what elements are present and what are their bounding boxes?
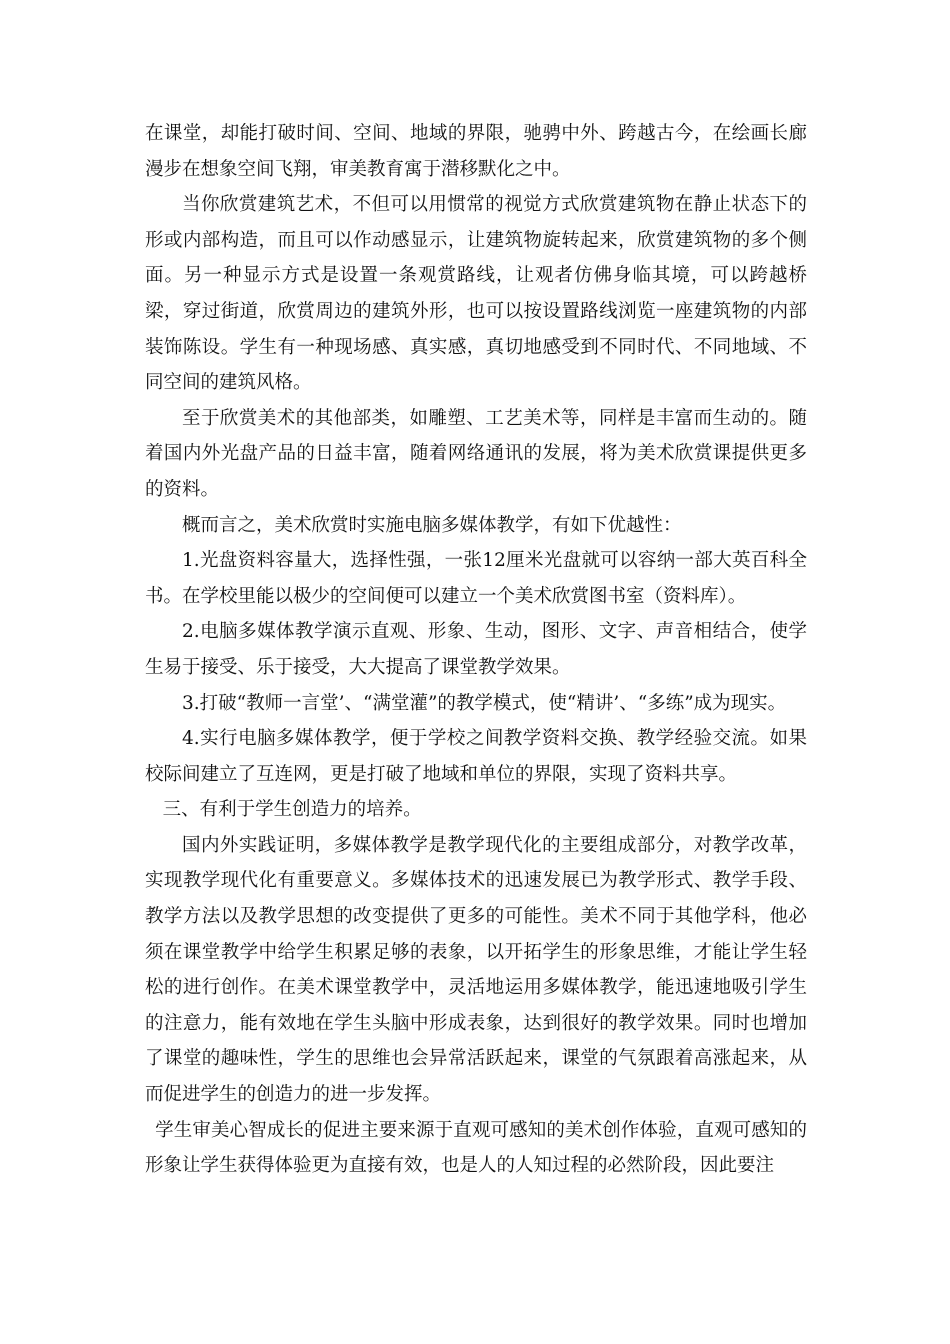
paragraph-architecture: 当你欣赏建筑艺术，不但可以用惯常的视觉方式欣赏建筑物在静止状态下的形或内部构造，而且可以作动感显示，让建筑物旋转起来，欣赏建筑物的多个侧面。另一种显示方式是设置一条观赏路线，让观者仿佛身临其境，可以跨越桥梁，穿过街道，欣赏周边的建筑外形，也可以按设置路线浏览一座建筑物的内部装饰陈设。学生有一种现场感、真实感，真切地感受到不同时代、不同地域、不同空间的建筑风格。 [145, 194, 807, 394]
paragraph-summary: 概而言之，美术欣赏时实施电脑多媒体教学，有如下优越性： [182, 514, 682, 536]
paragraph-aesthetic-growth: 学生审美心智成长的促进主要来源于直观可感知的美术创作体验，直观可感知的形象让学生获得体验更为直接有效，也是人的人知过程的必然阶段，因此要注 [145, 1119, 807, 1177]
section-heading-3: 三、有利于学生创造力的培养。 [162, 799, 422, 821]
document-body [145, 116, 807, 1184]
paragraph-creativity: 国内外实践证明，多媒体教学是教学现代化的主要组成部分，对教学改革，实现教学现代化有重要意义。多媒体技术的迅速发展已为教学形式、教学手段、教学方法以及教学思想的改变提供了更多的可能性。美术不同于其他学科，他必须在课堂教学中给学生积累足够的表象，以开拓学生的形象思维，才能让学生轻松的进行创作。在美术课堂教学中，灵活地运用多媒体教学，能迅速地吸引学生的注意力，能有效地在学生头脑中形成表象，达到很好的教学效果。同时也增加了课堂的趣味性，学生的思维也会异常活跃起来，课堂的气氛跟着高涨起来，从而促进学生的创造力的进一步发挥。 [145, 834, 807, 1106]
paragraph-advantage-2: 2.电脑多媒体教学演示直观、形象、生动，图形、文字、声音相结合，使学生易于接受、乐于接受，大大提高了课堂教学效果。 [145, 621, 807, 678]
paragraph-advantage-1: 1.光盘资料容量大，选择性强，一张12厘米光盘就可以容纳一部大英百科全书。在学校里能以极少的空间便可以建立一个美术欣赏图书室（资料库）。 [145, 550, 807, 607]
paragraph-advantage-3: 3.打破“教师一言堂’、“满堂灌”的教学模式，使“精讲’、“多练”成为现实。 [182, 692, 787, 714]
paragraph-intro-continuation: 在课堂，却能打破时间、空间、地域的界限，驰骋中外、跨越古今，在绘画长廊漫步在想象空间飞翔，审美教育寓于潜移默化之中。 [145, 123, 807, 180]
paragraph-advantage-4: 4.实行电脑多媒体教学，便于学校之间教学资料交换、教学经验交流。如果校际间建立了互连网，更是打破了地域和单位的界限，实现了资料共享。 [145, 728, 807, 785]
paragraph-other-arts: 至于欣赏美术的其他部类，如雕塑、工艺美术等，同样是丰富而生动的。随着国内外光盘产品的日益丰富，随着网络通讯的发展，将为美术欣赏课提供更多的资料。 [145, 407, 807, 500]
